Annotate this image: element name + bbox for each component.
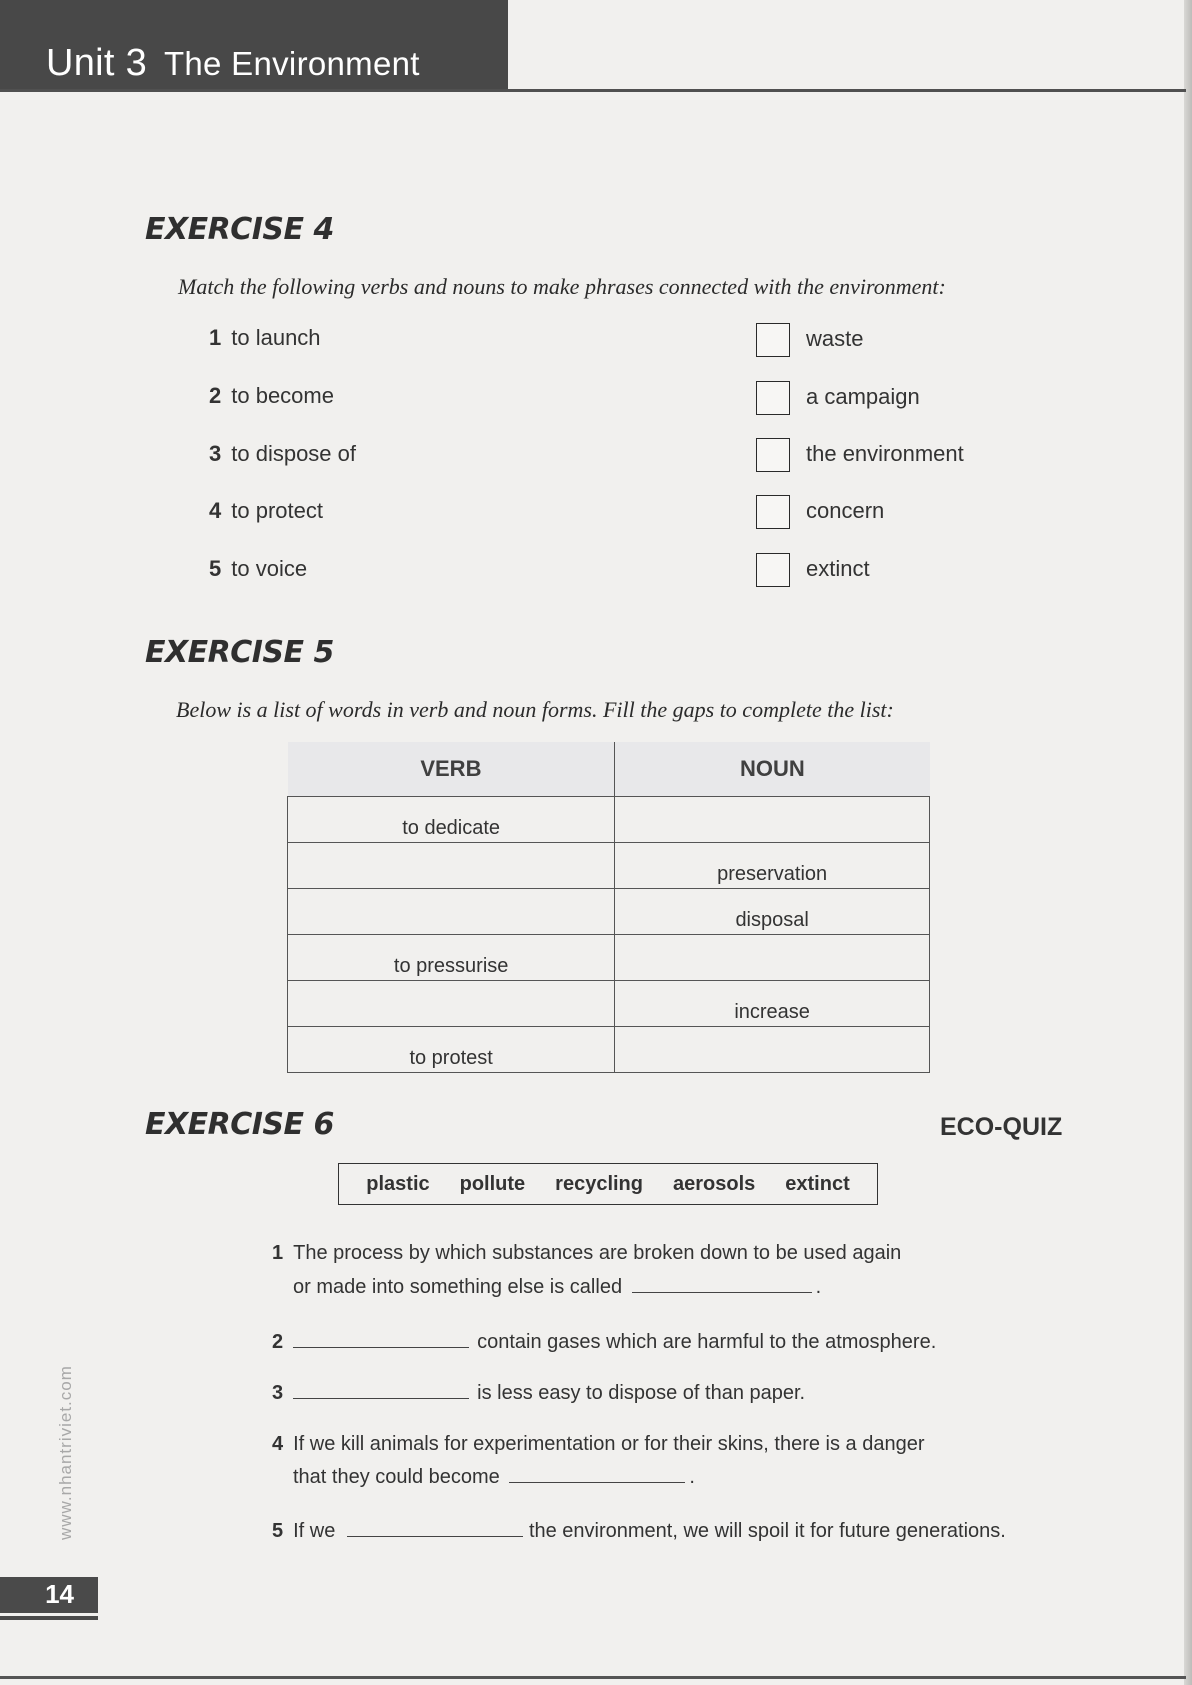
- answer-blank[interactable]: [347, 1518, 523, 1537]
- exercise-5-heading: EXERCISE 5: [145, 635, 334, 670]
- unit-header: [0, 0, 508, 92]
- answer-checkbox[interactable]: [756, 323, 790, 357]
- answer-blank[interactable]: [293, 1380, 469, 1399]
- unit-title: The Environment: [163, 45, 420, 82]
- quiz-question-4: 4 If we kill animals for experimentation or for their skins, there is a danger: [272, 1433, 925, 1455]
- answer-checkbox[interactable]: [756, 553, 790, 587]
- answer-checkbox[interactable]: [756, 438, 790, 472]
- page-edge: [1184, 0, 1192, 1685]
- noun-option: extinct: [806, 556, 870, 581]
- quiz-question-3: 3 is less easy to dispose of than paper.: [272, 1382, 806, 1404]
- answer-blank[interactable]: [293, 1329, 469, 1348]
- table-row: [288, 889, 930, 935]
- publisher-url: www.nhantriviet.com: [56, 1365, 75, 1540]
- table-cell-verb[interactable]: to pressurise: [288, 935, 615, 981]
- table-row: [288, 797, 930, 843]
- word-bank-item: recycling: [555, 1172, 643, 1195]
- exercise-4-instruction: Match the following verbs and nouns to make phrases connected with the environment:: [178, 274, 946, 299]
- bottom-rule: [0, 1676, 1186, 1679]
- quiz-question-1-cont: or made into something else is called .: [293, 1276, 822, 1298]
- noun-option: a campaign: [806, 384, 920, 409]
- unit-label: Unit 3: [46, 42, 148, 84]
- exercise-5-instruction: Below is a list of words in verb and noun forms. Fill the gaps to complete the list:: [176, 697, 894, 722]
- noun-option: the environment: [806, 441, 964, 466]
- table-row: [288, 1027, 930, 1073]
- table-cell-noun[interactable]: [615, 935, 930, 981]
- table-cell-verb[interactable]: [288, 889, 615, 935]
- table-row: [288, 843, 930, 889]
- verb-noun-table: [287, 742, 930, 1073]
- table-cell-noun[interactable]: disposal: [615, 889, 930, 935]
- header-rule: [0, 89, 1186, 92]
- page-number-rule: [0, 1616, 98, 1620]
- answer-checkbox[interactable]: [756, 381, 790, 415]
- answer-checkbox[interactable]: [756, 495, 790, 529]
- table-cell-verb[interactable]: [288, 843, 615, 889]
- table-cell-noun[interactable]: increase: [615, 981, 930, 1027]
- quiz-question-5: 5 If we the environment, we will spoil it for future generations.: [272, 1520, 1006, 1542]
- exercise-4-heading: EXERCISE 4: [145, 212, 334, 247]
- noun-option: concern: [806, 498, 885, 523]
- verb-item: 5 to voice: [209, 556, 308, 581]
- table-cell-noun[interactable]: preservation: [615, 843, 930, 889]
- verb-item: 4 to protect: [209, 498, 323, 523]
- word-bank-item: extinct: [785, 1172, 850, 1195]
- column-header-verb: VERB: [288, 742, 615, 797]
- answer-blank[interactable]: [632, 1274, 812, 1293]
- table-cell-verb[interactable]: to protest: [288, 1027, 615, 1073]
- table-cell-noun[interactable]: [615, 1027, 930, 1073]
- verb-item: 1 to launch: [209, 325, 321, 350]
- quiz-question-1: 1 The process by which substances are broken down to be used again: [272, 1242, 902, 1264]
- quiz-question-4-cont: that they could become .: [293, 1466, 695, 1488]
- word-bank-item: aerosols: [673, 1172, 756, 1195]
- noun-option: waste: [806, 326, 864, 351]
- table-cell-verb[interactable]: [288, 981, 615, 1027]
- verb-item: 3 to dispose of: [209, 441, 356, 466]
- word-bank: [338, 1163, 878, 1205]
- answer-blank[interactable]: [509, 1464, 685, 1483]
- table-row: [288, 935, 930, 981]
- column-header-noun: NOUN: [615, 742, 930, 797]
- table-cell-verb[interactable]: to dedicate: [288, 797, 615, 843]
- verb-item: 2 to become: [209, 383, 334, 408]
- word-bank-item: plastic: [366, 1172, 430, 1195]
- exercise-6-heading: EXERCISE 6: [145, 1107, 334, 1142]
- eco-quiz-subtitle: ECO-QUIZ: [940, 1113, 1063, 1141]
- quiz-question-2: 2 contain gases which are harmful to the atmosphere.: [272, 1331, 937, 1353]
- table-cell-noun[interactable]: [615, 797, 930, 843]
- page-number: 14: [0, 1577, 98, 1613]
- word-bank-item: pollute: [459, 1172, 526, 1195]
- table-row: [288, 981, 930, 1027]
